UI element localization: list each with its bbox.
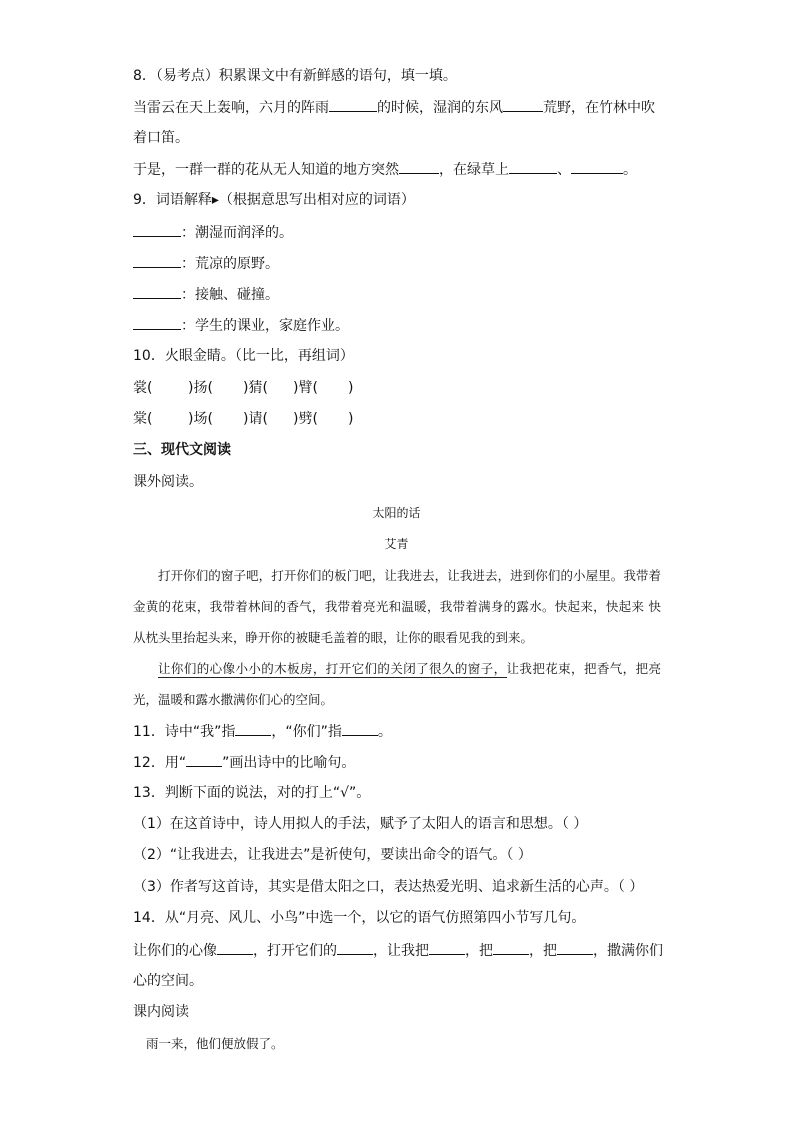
q11: 11．诗中“我”指 ，“你们”指 。 [133, 721, 392, 742]
q13-title: 13．判断下面的说法，对的打上“√”。 [133, 785, 371, 801]
q13-item: （2）“让我进去，让我进去”是祈使句，要读出命令的语气。（ ） [133, 847, 532, 863]
blank[interactable] [329, 97, 377, 112]
q13-item: （3）作者写这首诗，其实是借太阳之口，表达热爱光明、追求新生活的心声。（ ） [133, 879, 644, 895]
q10-row2: 棠( )场( )请( )劈( ) [133, 411, 354, 427]
blank[interactable] [493, 940, 529, 955]
blank[interactable] [399, 159, 439, 174]
q10-row1: 裳( )扬( )猜( )臂( ) [133, 380, 354, 396]
blank[interactable] [337, 940, 373, 955]
q14-line2: 心的空间。 [133, 973, 203, 989]
blank[interactable] [133, 253, 181, 268]
q8-line3: 于是，一群一群的花从无人知道的地方突然 ，在绿草上 、 。 [133, 159, 637, 180]
q8-title: 8．（易考点）积累课文中有新鲜感的语句，填一填。 [133, 68, 457, 84]
poem-paragraph: 打开你们的窗子吧，打开你们的板门吧，让我进去，让我进去，进到你们的小屋里。我带着金黄的花束，我带着林间的香气，我带着亮光和温暖，我带着满身的露水。快起来，快起来 快从枕头里抬起头来，睁开你的被睫毛盖着的眼，让你的眼看见我的到来。 [133, 568, 661, 645]
q14-line1: 让你们的心像 ，打开它们的 ，让我把 ，把 ，把 ，撒满你们 [133, 940, 663, 961]
inclass-title: 课内阅读 [133, 1004, 189, 1020]
poem-paragraph: 让你们的心像小小的木板房，打开它们的关闭了很久的窗子，让我把花束，把香气，把亮光，温暖和露水撒满你们心的空间。 [133, 661, 661, 707]
blank[interactable] [571, 159, 623, 174]
q10-title: 10．火眼金睛。（比一比，再组词） [133, 348, 354, 364]
section-subtitle: 课外阅读。 [133, 474, 203, 490]
q13-item: （1）在这首诗中，诗人用拟人的手法，赋予了太阳人的语言和思想。（ ） [133, 816, 588, 832]
blank[interactable] [133, 315, 181, 330]
poem-author: 艾青 [384, 537, 409, 551]
blank[interactable] [186, 752, 222, 767]
q8-line1: 当雷云在天上轰响，六月的阵雨 的时候，湿润的东风 荒野，在竹林中吹 [133, 97, 655, 118]
section-title: 三、现代文阅读 [133, 442, 231, 458]
q9-item: ：学生的课业，家庭作业。 [133, 315, 349, 336]
blank[interactable] [503, 97, 543, 112]
q9-title: 9．词语解释▸（根据意思写出相对应的词语） [133, 192, 415, 208]
blank[interactable] [557, 940, 593, 955]
poem-title: 太阳的话 [372, 506, 421, 520]
blank[interactable] [217, 940, 253, 955]
inclass-text: 雨一来，他们便放假了。 [146, 1036, 284, 1051]
q9-item: ：荒凉的原野。 [133, 253, 279, 274]
q9-item: ：潮湿而润泽的。 [133, 222, 293, 243]
blank[interactable] [342, 721, 378, 736]
q9-item: ：接触、碰撞。 [133, 284, 279, 305]
q12: 12．用“ ”画出诗中的比喻句。 [133, 752, 355, 773]
blank[interactable] [509, 159, 557, 174]
q14-title: 14．从“月亮、风儿、小鸟”中选一个，以它的语气仿照第四小节写几句。 [133, 910, 586, 926]
simile-underline: 让你们的心像小小的木板房，打开它们的关闭了很久的窗子， [158, 661, 507, 676]
blank[interactable] [235, 721, 271, 736]
q8-line2: 着口笛。 [133, 130, 189, 146]
blank[interactable] [133, 284, 181, 299]
blank[interactable] [133, 222, 181, 237]
blank[interactable] [429, 940, 465, 955]
poem-body [133, 560, 661, 715]
